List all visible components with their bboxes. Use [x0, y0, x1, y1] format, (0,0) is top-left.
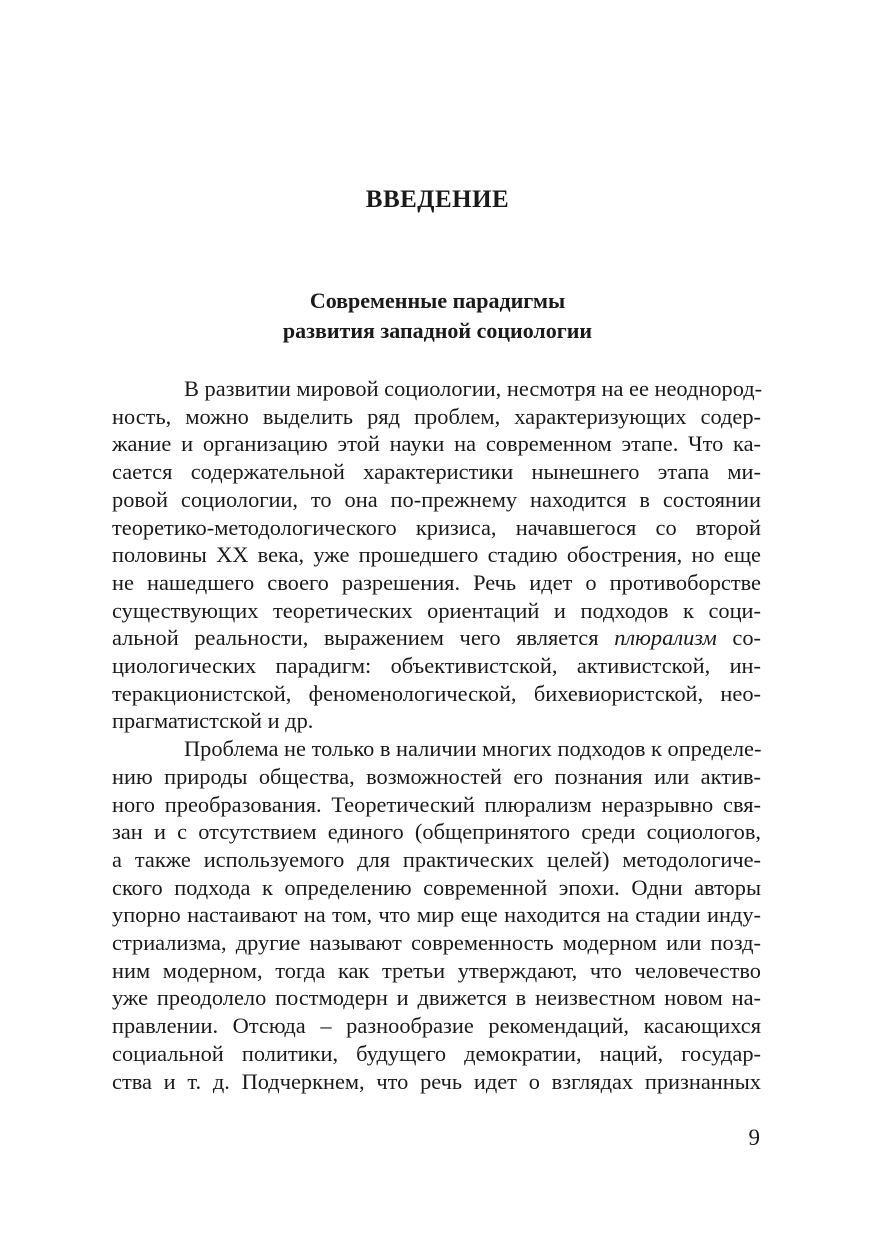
text-line: ского подхода к определению современной эпохи. Одни авторы [112, 874, 761, 900]
paragraph [112, 735, 761, 1095]
text-line: жание и организацию этой науки на современном этапе. Что ка- [112, 431, 761, 457]
text-line: Проблема не только в наличии многих подходов к определе- [184, 736, 762, 762]
text-line: социальной политики, будущего демократии, наций, государ- [112, 1040, 761, 1066]
section-title-line-2: развития западной социологии [282, 318, 593, 343]
body-text [112, 375, 761, 1095]
chapter-title: ВВЕДЕНИЕ [365, 186, 510, 213]
text-line: ним модерном, тогда как третьи утверждают, что человечество [112, 957, 761, 983]
text-line: стриализма, другие называют современность модерном или позд- [112, 930, 761, 956]
text-line: прагматистской и др. [112, 708, 314, 734]
text-line: существующих теоретических ориентаций и подходов к соци- [112, 597, 761, 623]
text-line: а также используемого для практических целей) методологиче- [112, 846, 761, 872]
text-line: уже преодолело постмодерн и движется в неизвестном новом на- [112, 985, 761, 1011]
paragraph [112, 375, 761, 735]
text-line: ства и т. д. Подчеркнем, что речь идет о взглядах признанных [112, 1068, 761, 1094]
text-line: теракционистской, феноменологической, бихевиористской, нео- [112, 680, 761, 706]
section-title [0, 286, 875, 346]
text-line: половины XX века, уже прошедшего стадию обострения, но еще [112, 542, 761, 568]
text-segment: альной реальности, выражением чего является [112, 625, 615, 651]
text-line: теоретико-методологического кризиса, начавшегося со второй [112, 514, 761, 540]
text-line: сается содержательной характеристики нынешнего этапа ми- [112, 459, 761, 485]
text-line: правлении. Отсюда – разнообразие рекомендаций, касающихся [112, 1013, 761, 1039]
page-number: 9 [748, 1125, 760, 1150]
text-line: не нашедшего своего разрешения. Речь идет о противоборстве [112, 569, 761, 595]
text-line: циологических парадигм: объективистской, активистской, ин- [112, 653, 761, 679]
text-line-with-italic [112, 624, 761, 652]
text-line: нию природы общества, возможностей его познания или актив- [112, 763, 761, 789]
text-line: ного преобразования. Теоретический плюрализм неразрывно свя- [112, 791, 761, 817]
text-line: ровой социологии, то она по-прежнему находится в состоянии [112, 486, 761, 512]
text-line: ность, можно выделить ряд проблем, характеризующих содер- [112, 403, 761, 429]
section-title-line-1: Современные парадигмы [309, 288, 566, 313]
italic-term: плюрализм [614, 625, 717, 651]
text-line: зан и с отсутствием единого (общепринятого среди социологов, [112, 819, 761, 845]
text-line: В развитии мировой социологии, несмотря на ее неоднород- [184, 376, 763, 401]
text-segment: со- [716, 625, 761, 651]
text-line: упорно настаивают на том, что мир еще находится на стадии инду- [112, 902, 761, 928]
